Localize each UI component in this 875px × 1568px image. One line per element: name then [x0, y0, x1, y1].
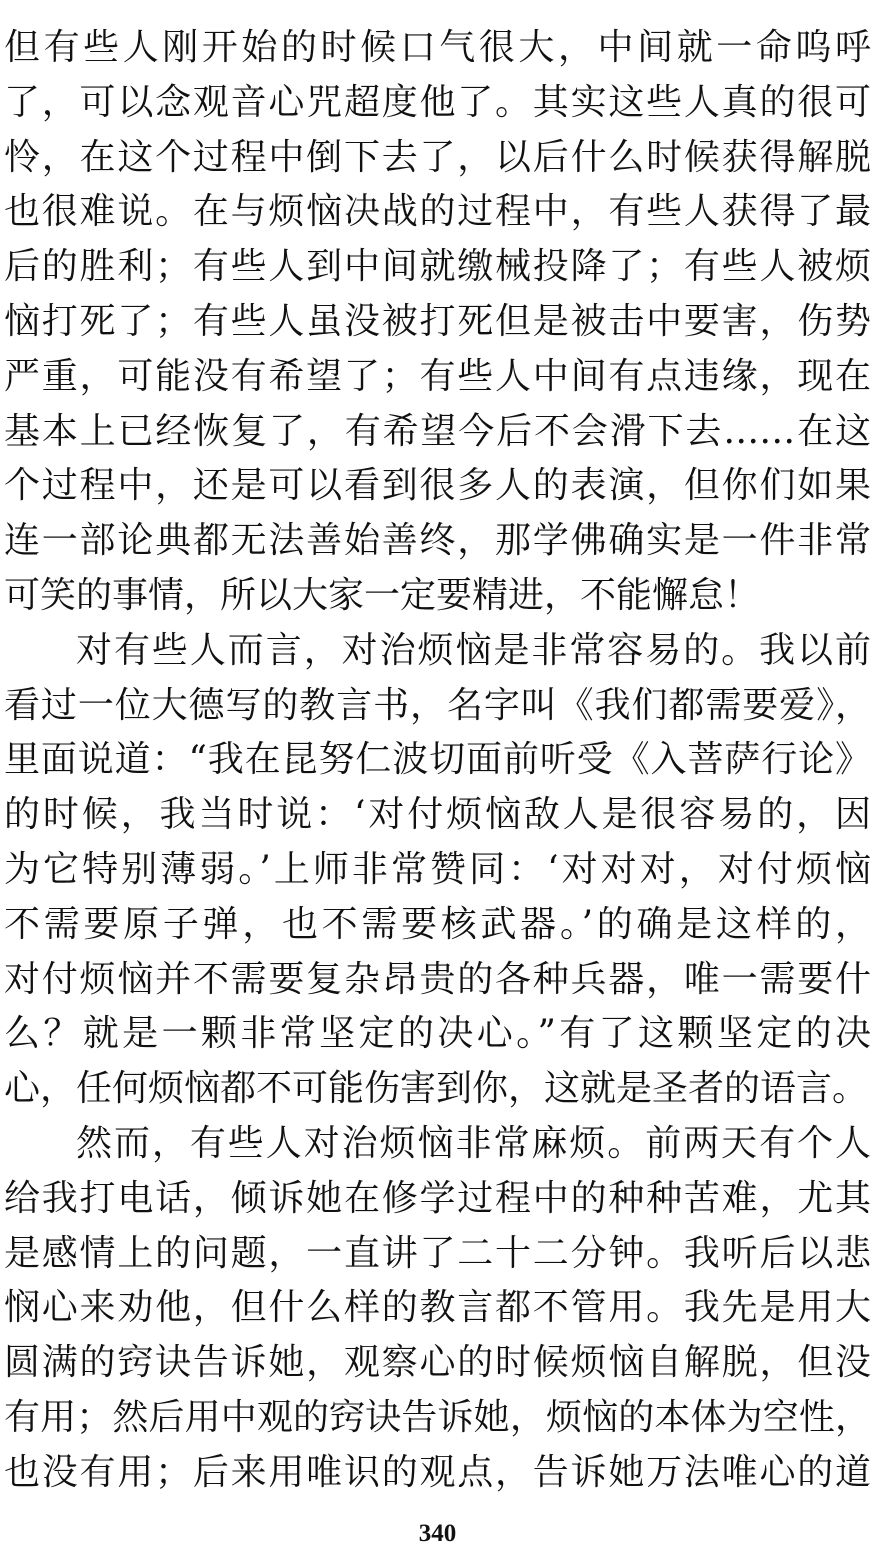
paragraph-start-line: 对有些人而言，对治烦恼是非常容易的。我以前	[76, 629, 871, 671]
text-line: 悯心来劝他，但什么样的教言都不管用。我先是用大	[4, 1287, 871, 1329]
text-line: 是感情上的问题，一直讲了二十二分钟。我听后以悲	[4, 1232, 871, 1274]
paragraph-start-line: 然而，有些人对治烦恼非常麻烦。前两天有个人	[76, 1122, 871, 1164]
text-line: 里面说道：“我在昆努仁波切面前听受《入菩萨行论》	[4, 739, 871, 781]
text-line: 了，可以念观音心咒超度他了。其实这些人真的很可	[4, 81, 871, 123]
text-line: 后的胜利；有些人到中间就缴械投降了；有些人被烦	[4, 246, 871, 288]
paragraph-end-line: 可笑的事情，所以大家一定要精进，不能懈怠！	[4, 574, 761, 616]
page-number: 340	[418, 1520, 457, 1547]
text-line: 连一部论典都无法善始善终，那学佛确实是一件非常	[4, 520, 871, 562]
text-line: 有用；然后用中观的窍诀告诉她，烦恼的本体为空性，	[4, 1396, 871, 1438]
body-text	[0, 21, 875, 1501]
text-line: 的时候，我当时说：‘对付烦恼敌人是很容易的，因	[4, 794, 871, 836]
text-line: 也没有用；后来用唯识的观点，告诉她万法唯心的道	[4, 1451, 871, 1493]
text-line: 但有些人刚开始的时候口气很大，中间就一命呜呼	[4, 27, 871, 68]
text-line: 看过一位大德写的教言书，名字叫《我们都需要爱》，	[4, 684, 871, 726]
text-line: 圆满的窍诀告诉她，观察心的时候烦恼自解脱，但没	[4, 1342, 871, 1384]
paragraph-end-line: 心，任何烦恼都不可能伤害到你，这就是圣者的语言。	[4, 1068, 869, 1110]
text-line: 基本上已经恢复了，有希望今后不会滑下去……在这	[4, 410, 871, 452]
text-line: 恼打死了；有些人虽没被打死但是被击中要害，伤势	[4, 300, 871, 342]
text-line: 怜，在这个过程中倒下去了，以后什么时候获得解脱	[4, 136, 871, 178]
text-line: 为它特别薄弱。’上师非常赞同：‘对对对，对付烦恼	[4, 848, 871, 890]
text-line: 不需要原子弹，也不需要核武器。’的确是这样的，	[4, 903, 871, 945]
text-line: 对付烦恼并不需要复杂昂贵的各种兵器，唯一需要什	[4, 958, 871, 1000]
text-line: 给我打电话，倾诉她在修学过程中的种种苦难，尤其	[4, 1177, 871, 1219]
text-line: 严重，可能没有希望了；有些人中间有点违缘，现在	[4, 355, 871, 397]
text-line: 个过程中，还是可以看到很多人的表演，但你们如果	[4, 465, 871, 507]
text-line: 么？就是一颗非常坚定的决心。”有了这颗坚定的决	[4, 1013, 871, 1055]
text-line: 也很难说。在与烦恼决战的过程中，有些人获得了最	[4, 191, 871, 233]
